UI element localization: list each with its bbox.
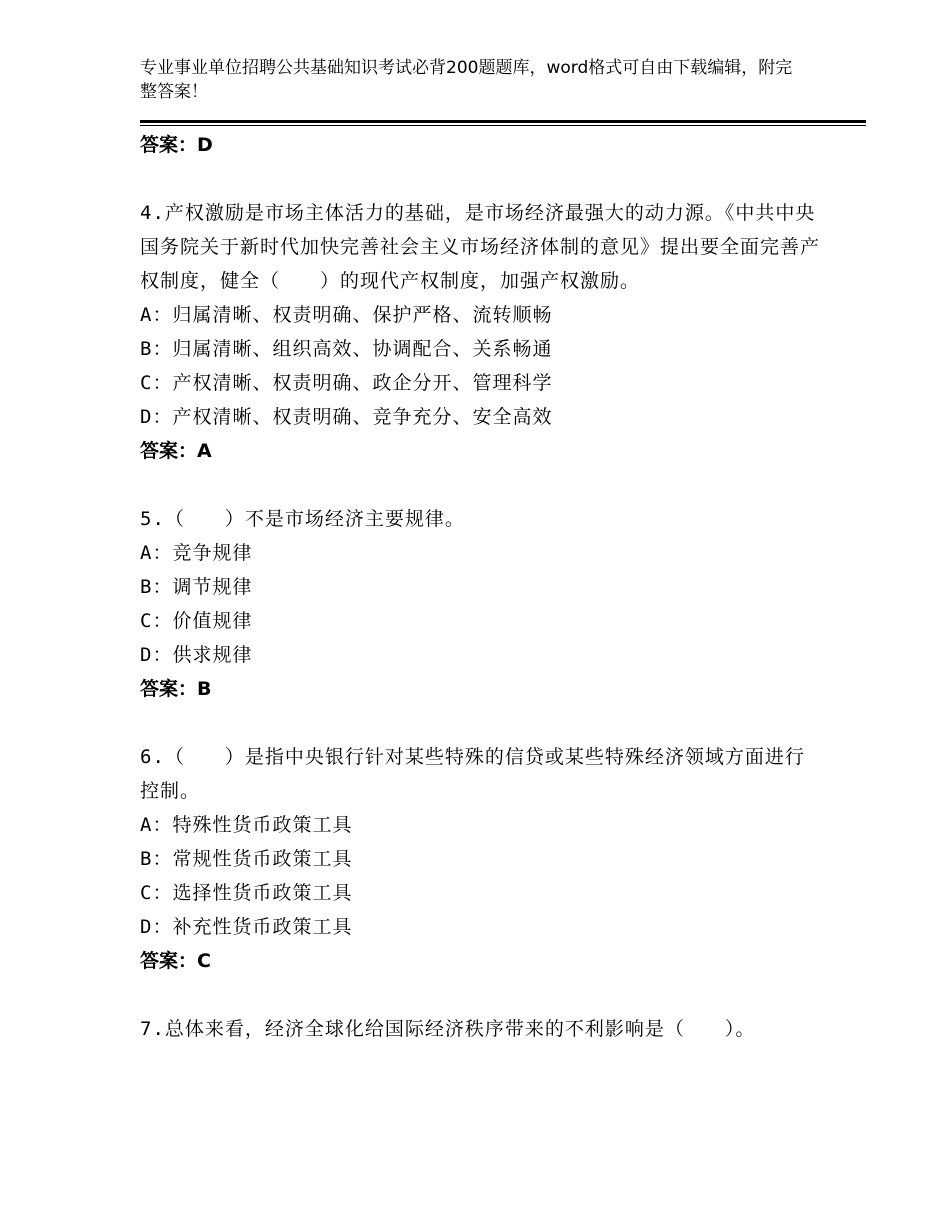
option-a: A：特殊性货币政策工具	[140, 814, 353, 836]
document-body	[140, 128, 820, 1046]
answer-line: 答案：C	[140, 950, 211, 972]
option-c: C：价值规律	[140, 610, 253, 632]
question-stem: 7.总体来看，经济全球化给国际经济秩序带来的不利影响是（ ）。	[140, 1018, 756, 1040]
option-d: D：补充性货币政策工具	[140, 916, 353, 938]
option-b: B：常规性货币政策工具	[140, 848, 353, 870]
option-b: B：调节规律	[140, 576, 253, 598]
option-c: C：选择性货币政策工具	[140, 882, 353, 904]
question-block	[140, 196, 820, 468]
question-block	[140, 502, 820, 706]
header-rule	[140, 120, 866, 127]
question-stem: 5.（ ）不是市场经济主要规律。	[140, 508, 465, 530]
answer-line: 答案：B	[140, 678, 212, 700]
question-stem: 6.（ ）是指中央银行针对某些特殊的信贷或某些特殊经济领域方面进行控制。	[140, 746, 805, 802]
option-c: C：产权清晰、权责明确、政企分开、管理科学	[140, 372, 553, 394]
header-rule-thin	[140, 125, 866, 126]
option-a: A：竞争规律	[140, 542, 253, 564]
question-block	[140, 1012, 820, 1046]
answer-line: 答案：A	[140, 440, 212, 462]
option-b: B：归属清晰、组织高效、协调配合、关系畅通	[140, 338, 553, 360]
question-stem: 4.产权激励是市场主体活力的基础，是市场经济最强大的动力源。《中共中央国务院关于新时代加快完善社会主义市场经济体制的意见》提出要全面完善产权制度，健全（ ）的现代产权制度，加强产权激励。	[140, 202, 821, 292]
option-d: D：产权清晰、权责明确、竞争充分、安全高效	[140, 406, 553, 428]
answer-line: 答案：D	[140, 134, 213, 156]
page-header: 专业事业单位招聘公共基础知识考试必背200题题库，word格式可自由下载编辑，附完整答案！	[140, 58, 793, 102]
option-a: A：归属清晰、权责明确、保护严格、流转顺畅	[140, 304, 553, 326]
header-rule-thick	[140, 120, 866, 123]
question-block	[140, 740, 820, 978]
option-d: D：供求规律	[140, 644, 253, 666]
